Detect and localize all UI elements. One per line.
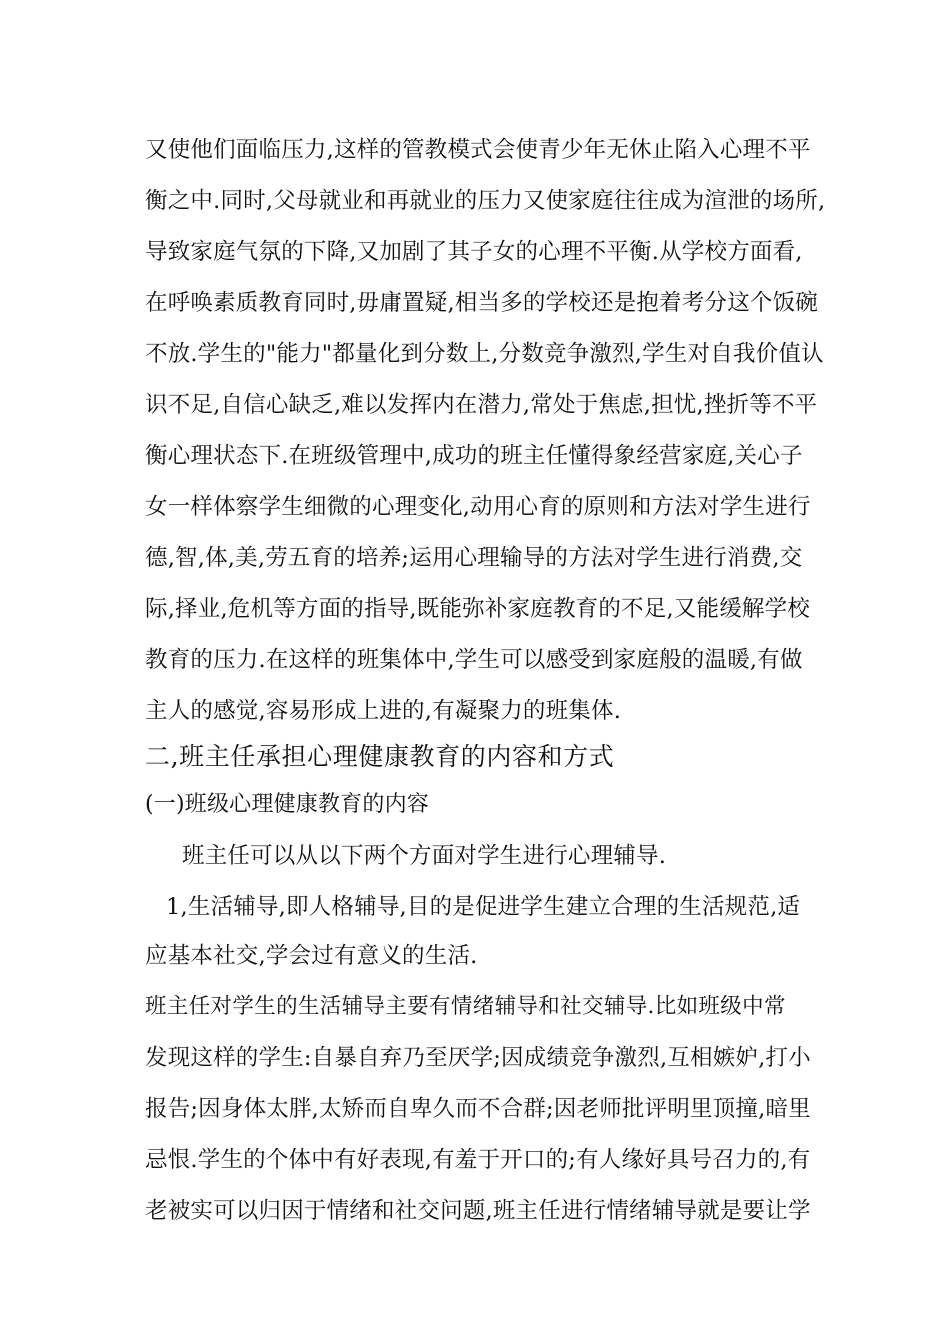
paragraph-2-line-2: 发现这样的学生:自暴自弃乃至厌学;因成绩竞争激烈,互相嫉妒,打小 <box>145 1045 811 1071</box>
section-subheading: (一)班级心理健康教育的内容 <box>145 792 429 817</box>
paragraph-1-line-7: 衡心理状态下.在班级管理中,成功的班主任懂得象经营家庭,关心子 <box>145 443 803 469</box>
paragraph-1-line-5: 不放.学生的"能力"都量化到分数上,分数竞争激烈,学生对自我价值认 <box>145 341 824 367</box>
paragraph-1-line-9: 德,智,体,美,劳五育的培养;运用心理输导的方法对学生进行消费,交 <box>145 545 803 571</box>
paragraph-1-line-8: 女一样体察学生细微的心理变化,动用心育的原则和方法对学生进行 <box>145 494 811 520</box>
paragraph-2-line-1: 班主任对学生的生活辅导主要有情绪辅导和社交辅导.比如班级中常 <box>145 994 786 1019</box>
item-1-line-2: 应基本社交,学会过有意义的生活. <box>145 943 478 969</box>
intro-line: 班主任可以从以下两个方面对学生进行心理辅导. <box>182 843 667 869</box>
paragraph-1-line-12: 主人的感觉,容易形成上进的,有凝聚力的班集体. <box>145 698 622 724</box>
paragraph-2-line-4: 忌恨.学生的个体中有好表现,有羞于开口的;有人缘好具号召力的,有 <box>145 1147 811 1173</box>
item-1-line-1: 1,生活辅导,即人格辅导,目的是促进学生建立合理的生活规范,适 <box>166 894 801 920</box>
paragraph-2-line-3: 报告;因身体太胖,太矫而自卑久而不合群;因老师批评明里顶撞,暗里 <box>145 1096 811 1122</box>
section-heading: 二,班主任承担心理健康教育的内容和方式 <box>145 742 615 771</box>
paragraph-1-line-2: 衡之中.同时,父母就业和再就业的压力又使家庭往往成为渲泄的场所, <box>145 188 826 214</box>
paragraph-1-line-10: 际,择业,危机等方面的指导,既能弥补家庭教育的不足,又能缓解学校 <box>145 596 811 622</box>
paragraph-1-line-3: 导致家庭气氛的下降,又加剧了其子女的心理不平衡.从学校方面看, <box>145 239 803 265</box>
paragraph-1-line-1: 又使他们面临压力,这样的管教模式会使青少年无休止陷入心理不平 <box>145 137 811 163</box>
paragraph-1-line-6: 识不足,自信心缺乏,难以发挥内在潜力,常处于焦虑,担忧,挫折等不平 <box>145 392 818 418</box>
paragraph-1-line-4: 在呼唤素质教育同时,毋庸置疑,相当多的学校还是抱着考分这个饭碗 <box>145 290 819 316</box>
paragraph-2-line-5: 老被实可以归因于情绪和社交问题,班主任进行情绪辅导就是要让学 <box>145 1198 811 1224</box>
paragraph-1-line-11: 教育的压力.在这样的班集体中,学生可以感受到家庭般的温暖,有做 <box>145 647 803 673</box>
